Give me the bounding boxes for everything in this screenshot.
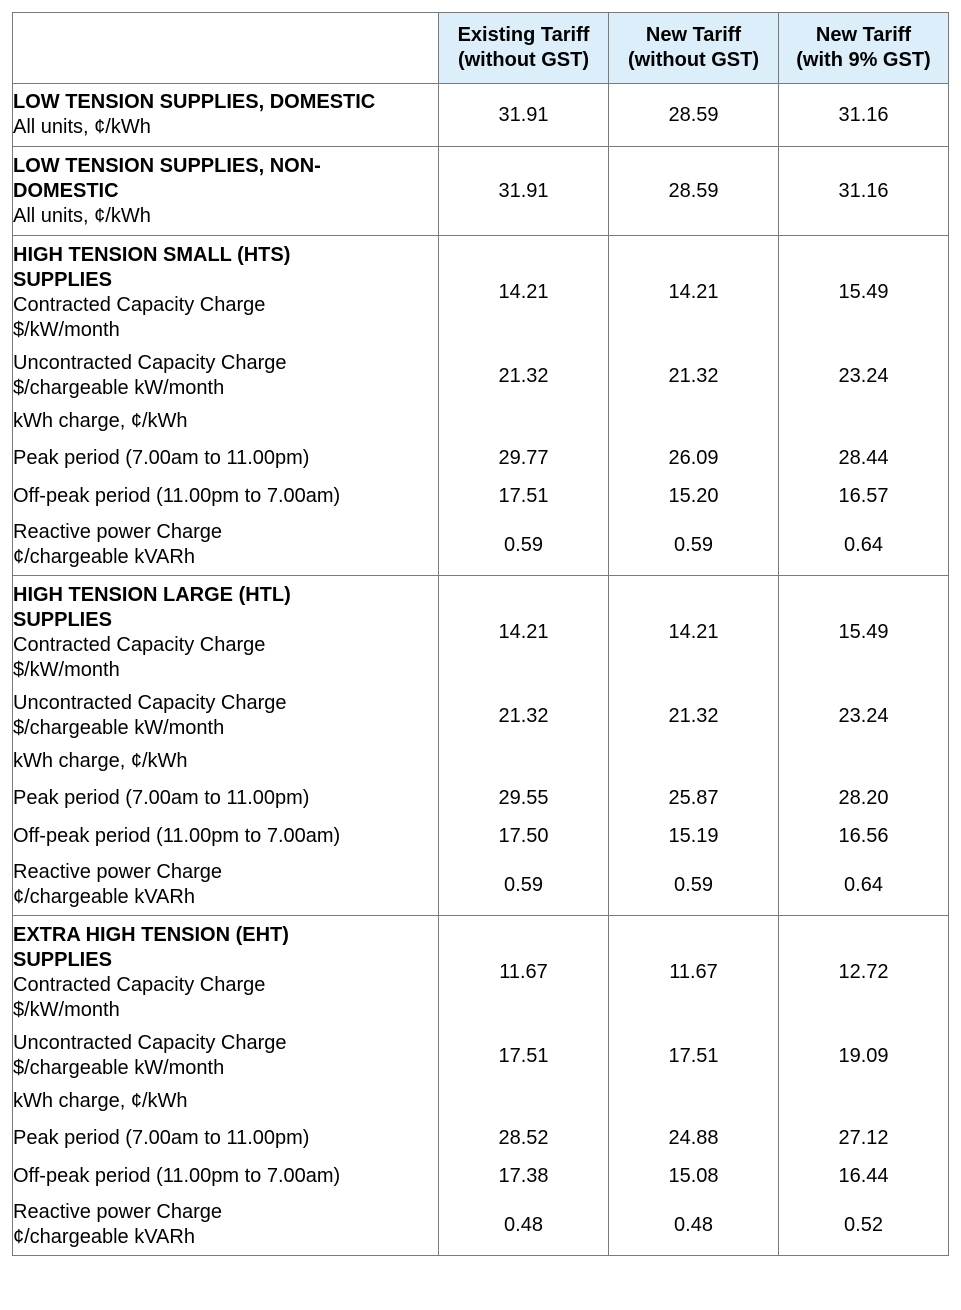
contracted-value: 14.21 <box>668 281 719 303</box>
table-row <box>13 147 949 236</box>
value-cell: 31.16 <box>779 147 949 236</box>
label-block <box>13 916 438 1029</box>
kwh-charge-label: kWh charge, ¢/kWh <box>13 1089 188 1112</box>
contracted-value: 14.21 <box>668 621 719 643</box>
label-block <box>13 689 438 743</box>
section-value-cell <box>609 916 779 1256</box>
kwh-value <box>779 743 948 779</box>
reactive-value: 0.64 <box>844 533 883 556</box>
section-title: SUPPLIES <box>13 268 112 291</box>
value-cell: 31.91 <box>439 84 609 147</box>
offpeak-period-label: Off-peak period (11.00pm to 7.00am) <box>13 1164 341 1187</box>
kwh-value <box>439 743 608 779</box>
contracted-value: 14.21 <box>498 281 549 303</box>
uncontracted-capacity-label: Uncontracted Capacity Charge <box>13 1032 287 1054</box>
kwh-value <box>609 403 778 439</box>
peak-value: 29.77 <box>498 446 549 469</box>
section-title: HIGH TENSION SMALL (HTS) <box>13 243 291 266</box>
reactive-value: 0.48 <box>504 1213 543 1236</box>
uncontracted-value: 21.32 <box>668 704 719 727</box>
label-block <box>13 855 438 915</box>
uncontracted-value: 21.32 <box>498 364 549 387</box>
reactive-value: 0.48 <box>674 1213 713 1236</box>
contracted-value: 15.49 <box>838 621 889 643</box>
offpeak-value: 15.08 <box>668 1164 719 1187</box>
peak-value: 29.55 <box>498 786 549 809</box>
contracted-capacity-label: Contracted Capacity Charge <box>13 293 266 316</box>
uncontracted-capacity-unit: $/chargeable kW/month <box>13 1057 225 1079</box>
tariff-table <box>12 12 949 1256</box>
offpeak-value: 17.51 <box>498 484 549 507</box>
contracted-capacity-unit: $/kW/month <box>13 998 120 1021</box>
offpeak-value: 15.19 <box>668 824 719 847</box>
section-value-cell <box>439 916 609 1256</box>
label-block <box>13 1083 438 1119</box>
reactive-power-unit: ¢/chargeable kVARh <box>13 546 195 568</box>
uncontracted-value: 17.51 <box>668 1044 719 1067</box>
uncontracted-value: 21.32 <box>668 364 719 387</box>
label-block <box>13 1195 438 1255</box>
peak-value: 27.12 <box>838 1126 889 1149</box>
label-block <box>13 817 438 855</box>
contracted-value: 12.72 <box>838 961 889 983</box>
kwh-charge-label: kWh charge, ¢/kWh <box>13 749 188 772</box>
label-block <box>13 779 438 817</box>
reactive-value: 0.59 <box>674 873 713 896</box>
section-title: HIGH TENSION LARGE (HTL) <box>13 583 291 606</box>
label-block <box>13 236 438 349</box>
uncontracted-capacity-label: Uncontracted Capacity Charge <box>13 352 287 374</box>
reactive-power-label: Reactive power Charge <box>13 1201 222 1223</box>
section-value-cell <box>439 576 609 916</box>
peak-value: 28.20 <box>838 786 889 809</box>
offpeak-period-label: Off-peak period (11.00pm to 7.00am) <box>13 484 341 507</box>
contracted-capacity-unit: $/kW/month <box>13 658 120 681</box>
uncontracted-value: 21.32 <box>498 704 549 727</box>
label-block <box>13 1157 438 1195</box>
uncontracted-value: 23.24 <box>838 364 889 387</box>
row-title: DOMESTIC <box>13 179 119 202</box>
offpeak-value: 15.20 <box>668 484 719 507</box>
peak-period-label: Peak period (7.00am to 11.00pm) <box>13 446 310 469</box>
section-label-cell <box>13 236 439 576</box>
offpeak-period-label: Off-peak period (11.00pm to 7.00am) <box>13 824 341 847</box>
label-block <box>13 515 438 575</box>
header-new-tariff-with-gst: New Tariff (with 9% GST) <box>779 13 949 84</box>
section-title: SUPPLIES <box>13 948 112 971</box>
section-title: EXTRA HIGH TENSION (EHT) <box>13 923 289 946</box>
label-block <box>13 403 438 439</box>
offpeak-value: 16.56 <box>838 824 889 847</box>
reactive-value: 0.59 <box>504 873 543 896</box>
contracted-capacity-unit: $/kW/month <box>13 318 120 341</box>
label-block <box>13 349 438 403</box>
uncontracted-capacity-unit: $/chargeable kW/month <box>13 377 225 399</box>
offpeak-value: 17.50 <box>498 824 549 847</box>
contracted-capacity-label: Contracted Capacity Charge <box>13 633 266 656</box>
uncontracted-value: 23.24 <box>838 704 889 727</box>
contracted-value: 11.67 <box>499 961 548 983</box>
reactive-power-label: Reactive power Charge <box>13 521 222 543</box>
reactive-value: 0.59 <box>674 533 713 556</box>
uncontracted-value: 17.51 <box>498 1044 549 1067</box>
offpeak-value: 17.38 <box>498 1164 549 1187</box>
peak-value: 28.44 <box>838 446 889 469</box>
row-label-cell <box>13 147 439 236</box>
offpeak-value: 16.57 <box>838 484 889 507</box>
peak-period-label: Peak period (7.00am to 11.00pm) <box>13 1126 310 1149</box>
row-subtitle: All units, ¢/kWh <box>13 116 151 138</box>
section-value-cell <box>779 236 949 576</box>
reactive-value: 0.64 <box>844 873 883 896</box>
header-new-tariff-without-gst: New Tariff (without GST) <box>609 13 779 84</box>
header-blank-cell <box>13 13 439 84</box>
table-row <box>13 84 949 147</box>
uncontracted-capacity-label: Uncontracted Capacity Charge <box>13 692 287 714</box>
label-block <box>13 743 438 779</box>
value-cell: 31.91 <box>439 147 609 236</box>
section-value-cell <box>779 916 949 1256</box>
uncontracted-value: 19.09 <box>838 1044 889 1067</box>
section-row <box>13 916 949 1256</box>
uncontracted-capacity-unit: $/chargeable kW/month <box>13 717 225 739</box>
label-block <box>13 1029 438 1083</box>
value-cell: 31.16 <box>779 84 949 147</box>
peak-value: 26.09 <box>668 446 719 469</box>
peak-value: 24.88 <box>668 1126 719 1149</box>
label-block <box>13 1119 438 1157</box>
kwh-charge-label: kWh charge, ¢/kWh <box>13 409 188 432</box>
row-label-cell <box>13 84 439 147</box>
header-existing-tariff: Existing Tariff (without GST) <box>439 13 609 84</box>
contracted-value: 15.49 <box>838 281 889 303</box>
peak-value: 28.52 <box>498 1126 549 1149</box>
kwh-value <box>609 743 778 779</box>
reactive-power-label: Reactive power Charge <box>13 861 222 883</box>
contracted-value: 14.21 <box>498 621 549 643</box>
contracted-value: 11.67 <box>669 961 718 983</box>
value-cell: 28.59 <box>609 147 779 236</box>
offpeak-value: 16.44 <box>838 1164 889 1187</box>
reactive-power-unit: ¢/chargeable kVARh <box>13 1226 195 1248</box>
section-title: SUPPLIES <box>13 608 112 631</box>
row-subtitle: All units, ¢/kWh <box>13 204 151 227</box>
kwh-value <box>779 1083 948 1119</box>
kwh-value <box>439 1083 608 1119</box>
reactive-value: 0.52 <box>844 1213 883 1236</box>
section-value-cell <box>609 236 779 576</box>
kwh-value <box>779 403 948 439</box>
header-row <box>13 13 949 84</box>
section-value-cell <box>439 236 609 576</box>
row-title: LOW TENSION SUPPLIES, DOMESTIC <box>13 91 376 113</box>
section-row <box>13 576 949 916</box>
section-label-cell <box>13 916 439 1256</box>
kwh-value <box>439 403 608 439</box>
label-block <box>13 477 438 515</box>
section-value-cell <box>609 576 779 916</box>
section-label-cell <box>13 576 439 916</box>
peak-value: 25.87 <box>668 786 719 809</box>
peak-period-label: Peak period (7.00am to 11.00pm) <box>13 786 310 809</box>
contracted-capacity-label: Contracted Capacity Charge <box>13 973 266 996</box>
label-block <box>13 439 438 477</box>
value-cell: 28.59 <box>609 84 779 147</box>
label-block <box>13 576 438 689</box>
reactive-value: 0.59 <box>504 533 543 556</box>
kwh-value <box>609 1083 778 1119</box>
reactive-power-unit: ¢/chargeable kVARh <box>13 886 195 908</box>
section-value-cell <box>779 576 949 916</box>
row-title: LOW TENSION SUPPLIES, NON- <box>13 154 321 177</box>
section-row <box>13 236 949 576</box>
